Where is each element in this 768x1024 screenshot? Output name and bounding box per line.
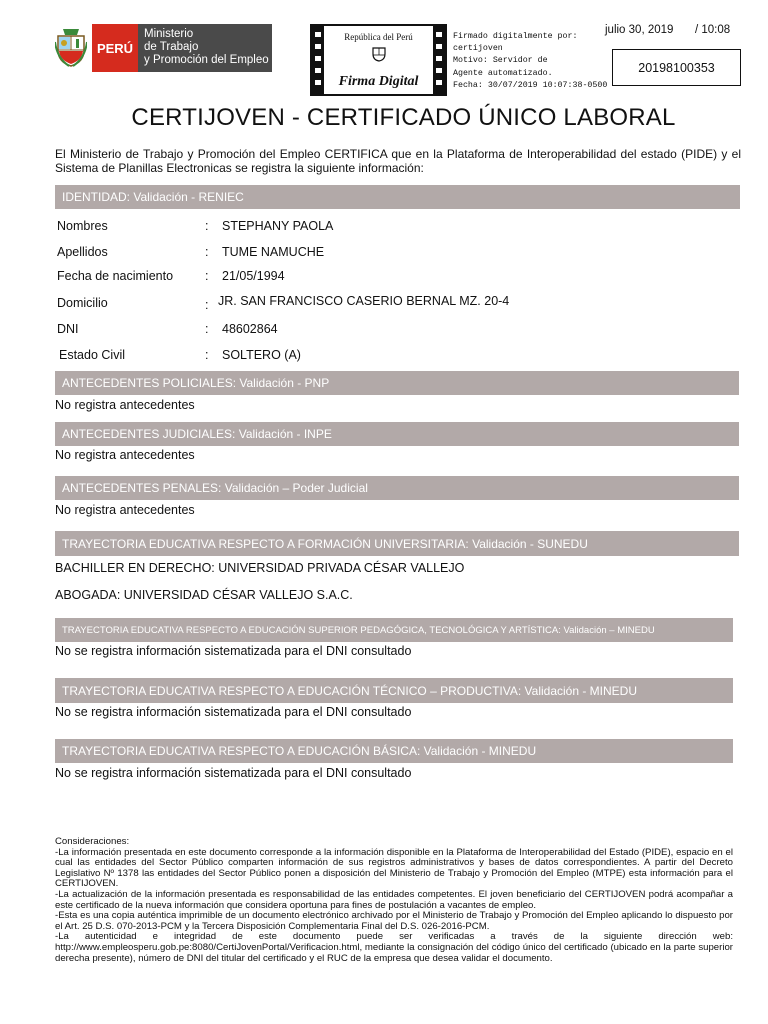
field-label-apellidos: Apellidos [57, 245, 108, 259]
field-label-dni: DNI [57, 322, 79, 336]
field-colon: : [205, 298, 209, 312]
section-text: BACHILLER EN DERECHO: UNIVERSIDAD PRIVADA CÉSAR VALLEJO [55, 561, 465, 575]
section-text: ABOGADA: UNIVERSIDAD CÉSAR VALLEJO S.A.C. [55, 588, 353, 602]
field-label-domicilio: Domicilio [57, 296, 108, 310]
footer-paragraph: -La información presentada en este documento corresponde a la información disponible en la Plataforma de Interoperabilidad del Estado (PIDE), espacio en el cual las entidades del Sector Público comparten información de sus registros administrativos y bases de datos correspondientes. A partir del Decreto Legislativo Nº 1378 las entidades del Sector Público ponen a disposición del Ministerio de Trabajo y Promoción del Empleo (MTPE) esta información para el CERTIJOVEN. [55, 846, 733, 890]
section-text: No se registra información sistematizada para el DNI consultado [55, 766, 412, 780]
issue-date: julio 30, 2019 [605, 24, 674, 36]
stamp-firma-digital-text: Firma Digital [338, 74, 419, 89]
section-header-penales: ANTECEDENTES PENALES: Validación – Poder Judicial [55, 476, 739, 500]
footer-paragraph: -La autenticidad e integridad de este documento puede ser verificadas a través de la siguiente dirección web: http://www.empleosperu.gob.pe:8080/CertiJovenPortal/Verificacion.html, mediante la consignación del código único del certificado (ubicado en la parte superior derecha presente), número de DNI del titular del certificado y el RUC de la empresa que desea validar el documento. [55, 931, 733, 964]
field-value-nombres: STEPHANY PAOLA [222, 219, 334, 233]
field-colon: : [205, 322, 209, 336]
document-title: CERTIJOVEN - CERTIFICADO ÚNICO LABORAL [131, 104, 676, 131]
certificate-code: 20198100353 [612, 49, 741, 86]
signature-line: certijoven [453, 44, 503, 54]
coat-of-arms-icon [55, 28, 87, 68]
field-value-domicilio: JR. SAN FRANCISCO CASERIO BERNAL MZ. 20-4 [218, 294, 510, 308]
ministry-line: y Promoción del Empleo [144, 54, 269, 66]
signature-line: Firmado digitalmente por: [453, 32, 578, 41]
field-label-estado-civil: Estado Civil [59, 348, 125, 362]
section-header-superior-pedagogica: TRAYECTORIA EDUCATIVA RESPECTO A EDUCACIÓN SUPERIOR PEDAGÓGICA, TECNOLÓGICA Y ARTÍSTICA: Validación – MINEDU [55, 618, 733, 642]
field-value-apellidos: TUME NAMUCHE [222, 245, 325, 259]
signature-details [453, 31, 607, 92]
issue-time: / 10:08 [695, 24, 731, 36]
section-header-identity: IDENTIDAD: Validación - RENIEC [55, 185, 740, 209]
peru-logo: PERÚ [92, 24, 138, 72]
section-header-judiciales: ANTECEDENTES JUDICIALES: Validación - INPE [55, 422, 739, 446]
field-colon: : [205, 245, 209, 259]
ministry-line: Ministerio [144, 28, 194, 40]
digital-signature-stamp [310, 24, 447, 96]
section-header-tecnico-productiva: TRAYECTORIA EDUCATIVA RESPECTO A EDUCACIÓN TÉCNICO – PRODUCTIVA: Validación - MINEDU [55, 678, 733, 703]
field-value-estado-civil: SOLTERO (A) [222, 348, 301, 362]
footer-paragraph: -Esta es una copia auténtica imprimible de un documento electrónico archivado por el Ministerio de Trabajo y Promoción del Empleo aplicando lo dispuesto por el Art. 25 D.S. 070-2013-PCM y la Tercera Disposición Complementaria Final del D.S. 026-2016-PCM. [55, 910, 733, 932]
shield-icon [372, 46, 386, 62]
stamp-republic-text: República del Perú [344, 32, 413, 42]
field-value-dni: 48602864 [222, 322, 278, 336]
signature-line: Motivo: Servidor de [453, 56, 548, 66]
ministry-logo [138, 24, 272, 72]
section-text: No se registra información sistematizada para el DNI consultado [55, 705, 412, 719]
field-colon: : [205, 219, 209, 233]
section-text: No registra antecedentes [55, 503, 195, 517]
field-colon: : [205, 269, 209, 283]
section-header-policiales: ANTECEDENTES POLICIALES: Validación - PNP [55, 371, 739, 395]
footer-heading: Consideraciones: [55, 836, 130, 847]
intro-paragraph: El Ministerio de Trabajo y Promoción del Empleo CERTIFICA que en la Plataforma de Interoperabilidad del estado (PIDE) y el Sistema de Planillas Electronicas se registra la siguiente información: [55, 147, 741, 175]
signature-line: Fecha: 30/07/2019 10:07:38-0500 [453, 80, 608, 90]
section-text: No se registra información sistematizada para el DNI consultado [55, 644, 412, 658]
footer-paragraph: -La actualización de la información presentada es responsabilidad de las entidades competentes. El joven beneficiario del CERTIJOVEN podrá acompañar a este certificado de la nueva información que considera oportuna para fines de postulación a vacantes de empleo. [55, 888, 733, 911]
field-label-fecha-nacimiento: Fecha de nacimiento [57, 269, 174, 283]
signature-line: Agente automatizado. [453, 68, 553, 78]
section-text: No registra antecedentes [55, 448, 195, 462]
considerations-footer [55, 837, 733, 964]
ministry-line: de Trabajo [144, 41, 199, 53]
section-header-educacion-basica: TRAYECTORIA EDUCATIVA RESPECTO A EDUCACIÓN BÁSICA: Validación - MINEDU [55, 739, 733, 763]
field-colon: : [205, 348, 209, 362]
section-text: No registra antecedentes [55, 398, 195, 412]
field-value-fecha-nacimiento: 21/05/1994 [222, 269, 285, 283]
field-label-nombres: Nombres [57, 219, 108, 233]
section-header-universitaria: TRAYECTORIA EDUCATIVA RESPECTO A FORMACIÓN UNIVERSITARIA: Validación - SUNEDU [55, 531, 739, 556]
